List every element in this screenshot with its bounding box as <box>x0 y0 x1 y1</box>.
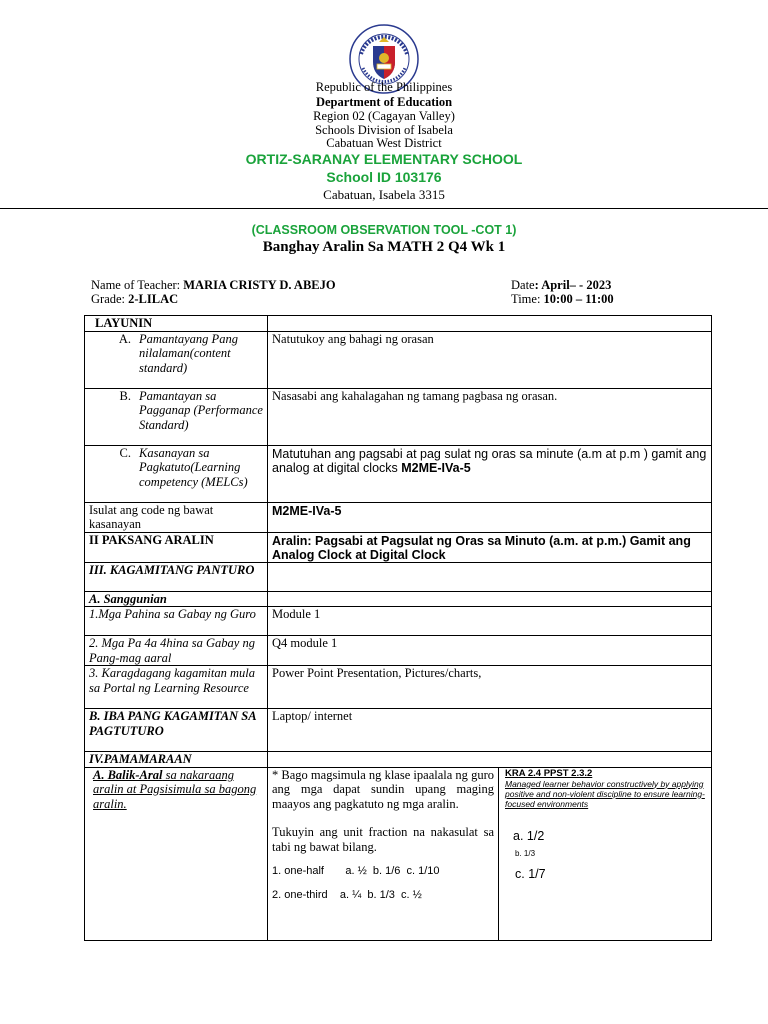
answer-a: a. 1/2 <box>513 828 545 843</box>
competency-code: M2ME-IVa-5 <box>401 461 471 475</box>
division-line: Schools Division of Isabela <box>315 123 453 137</box>
layunin-heading: LAYUNIN <box>85 316 268 332</box>
tukuyin-text: Tukuyin ang unit fraction na nakasulat sa tabi ng bawat bilang. <box>272 825 494 854</box>
date-label: Date <box>511 278 535 292</box>
table-row <box>85 445 712 502</box>
karagdagang-kagamitan-value: Power Point Presentation, Pictures/charts, <box>268 666 712 709</box>
table-row <box>85 666 712 709</box>
header-divider <box>0 208 768 209</box>
kra-description: Managed learner behavior constructively by applying positive and non-violent discipline to ensure learning-focused environments <box>505 778 705 809</box>
table-row <box>85 331 712 388</box>
kagamitang-panturo-heading: III. KAGAMITANG PANTURO <box>85 562 268 591</box>
table-row <box>85 709 712 752</box>
gabay-guro-label: 1.Mga Pahina sa Gabay ng Guro <box>85 607 268 636</box>
performance-standard-value: Nasasabi ang kahalagahan ng tamang pagbasa ng orasan. <box>268 388 712 445</box>
table-row <box>85 388 712 445</box>
answer-c: c. 1/7 <box>515 866 546 881</box>
balik-aral-label: A. Balik-Aral sa nakaraang aralin at Pagsisimula sa bagong aralin. <box>85 767 268 940</box>
teacher-name: MARIA CRISTY D. ABEJO <box>183 278 336 292</box>
content-standard-value: Natutukoy ang bahagi ng orasan <box>268 331 712 388</box>
grade-line <box>91 292 178 306</box>
iba-pang-kagamitan-value: Laptop/ internet <box>268 709 712 752</box>
gabay-mag-aaral-value: Q4 module 1 <box>268 636 712 666</box>
table-row <box>85 502 712 532</box>
teacher-label: Name of Teacher: <box>91 278 184 292</box>
gabay-guro-value: Module 1 <box>268 607 712 636</box>
paksang-aralin-value: Aralin: Pagsabi at Pagsulat ng Oras sa Minuto (a.m. at p.m.) Gamit ang Analog Clock at Digital Clock <box>268 532 712 562</box>
time-line <box>511 292 614 306</box>
code-value: M2ME-IVa-5 <box>268 502 712 532</box>
item-letter: C. <box>119 445 131 460</box>
time-label: Time: <box>511 292 544 306</box>
lesson-plan-table <box>84 315 712 941</box>
content-standard-label: Pamantayang Pang nilalaman(content standard) <box>139 331 238 375</box>
question-item: 1. one-half a. ½ b. 1/6 c. 1/10 <box>272 865 440 877</box>
teacher-line <box>91 278 336 292</box>
grade-value: 2-LILAC <box>128 292 179 306</box>
table-row <box>85 591 712 607</box>
learning-competency-value: Matutuhan ang pagsabi at pag sulat ng oras sa minute (a.m at p.m ) gamit ang analog at digital clocks M2ME-IVa-5 <box>268 445 712 502</box>
table-row <box>85 562 712 591</box>
school-address: Cabatuan, Isabela 3315 <box>323 187 445 202</box>
table-row <box>85 752 712 768</box>
paksang-aralin-label: II PAKSANG ARALIN <box>85 532 268 562</box>
kra-heading: KRA 2.4 PPST 2.3.2 <box>505 767 593 779</box>
table-row <box>85 636 712 666</box>
answer-b: b. 1/3 <box>515 848 536 858</box>
balik-aral-content <box>268 768 499 940</box>
school-name: ORTIZ-SARANAY ELEMENTARY SCHOOL <box>245 151 523 167</box>
bago-magsimula-text: * Bago magsimula ng klase ipaalala ng guro ang mga dapat sundin upang maging maayos ang pagkatuto ng mga aralin. <box>272 767 494 811</box>
table-row <box>85 532 712 562</box>
karagdagang-kagamitan-label: 3. Karagdagang kagamitan mula sa Portal ng Learning Resource <box>85 666 268 709</box>
date-value: : April– - 2023 <box>534 278 612 292</box>
learning-competency-label: Kasanayan sa Pagkatuto(Learning competency (MELCs) <box>139 445 248 489</box>
lesson-plan-title: Banghay Aralin Sa MATH 2 Q4 Wk 1 <box>262 239 506 255</box>
code-label: Isulat ang code ng bawat kasanayan <box>85 502 268 532</box>
republic-line: Republic of the Philippines <box>315 80 453 94</box>
district-line: Cabatuan West District <box>326 136 442 150</box>
pamamaraan-heading: IV.PAMAMARAAN <box>85 752 268 768</box>
table-row <box>85 316 712 332</box>
performance-standard-label: Pamantayan sa Pagganap (Performance Standard) <box>139 388 263 432</box>
item-letter: A. <box>118 331 131 346</box>
school-id: School ID 103176 <box>326 169 442 185</box>
time-value: 10:00 – 11:00 <box>543 292 614 306</box>
kra-annotation <box>499 768 711 940</box>
region-line: Region 02 (Cagayan Valley) <box>313 109 455 123</box>
date-line <box>511 278 611 292</box>
sanggunian-heading: A. Sanggunian <box>85 591 268 607</box>
question-item: 2. one-third a. ¼ b. 1/3 c. ½ <box>272 889 422 901</box>
table-row <box>85 607 712 636</box>
item-letter: B. <box>119 388 131 403</box>
gabay-mag-aaral-label: 2. Mga Pa 4a 4hina sa Gabay ng Pang-mag aaral <box>85 636 268 666</box>
observation-tool-title: (CLASSROOM OBSERVATION TOOL -COT 1) <box>251 223 517 237</box>
department-line: Department of Education <box>315 95 453 109</box>
iba-pang-kagamitan-label: B. IBA PANG KAGAMITAN SA PAGTUTURO <box>85 709 268 752</box>
table-row <box>85 767 712 940</box>
grade-label: Grade: <box>91 292 129 306</box>
